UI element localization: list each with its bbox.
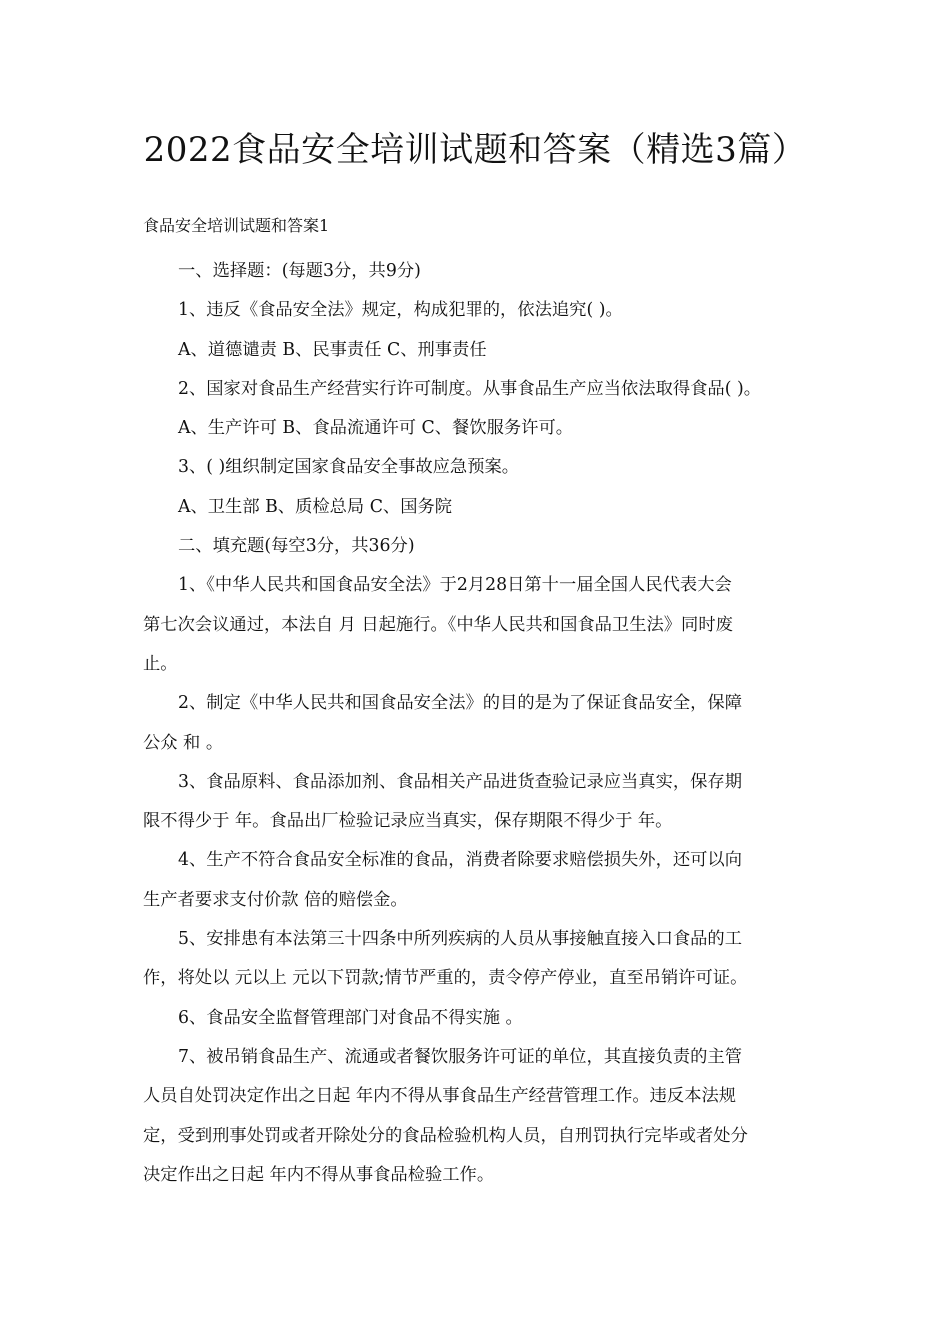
fill-item-7-line: 定，受到刑事处罚或者开除处分的食品检验机构人员，自刑罚执行完毕或者处分 <box>143 1125 748 1146</box>
fill-item-4 <box>143 841 811 880</box>
fill-item-3 <box>143 763 811 802</box>
fill-item-1-line: 止。 <box>143 653 178 674</box>
fill-item-1-line: 第七次会议通过，本法自 月 日起施行。《中华人民共和国食品卫生法》同时废 <box>143 614 733 635</box>
fill-item-6-line: 6、食品安全监督管理部门对食品不得实施 。 <box>178 1007 523 1028</box>
document-body <box>143 252 811 1195</box>
document-subtitle: 食品安全培训试题和答案1 <box>143 216 330 235</box>
fill-item-3-line: 3、食品原料、食品添加剂、食品相关产品进货查验记录应当真实，保存期 <box>178 771 742 792</box>
fill-item-6 <box>143 999 811 1038</box>
question-2: 2、国家对食品生产经营实行许可制度。从事食品生产应当依法取得食品( )。 <box>178 378 761 399</box>
fill-item-7-continuation <box>143 1077 811 1195</box>
fill-item-1-line: 1、《中华人民共和国食品安全法》于2月28日第十一届全国人民代表大会 <box>178 575 732 596</box>
fill-item-5-line: 5、安排患有本法第三十四条中所列疾病的人员从事接触直接入口食品的工 <box>178 929 742 950</box>
fill-item-2-continuation <box>143 724 811 763</box>
question-3-options: A、卫生部 B、质检总局 C、国务院 <box>178 496 453 517</box>
fill-item-3-continuation <box>143 802 811 841</box>
fill-item-2-line: 公众 和 。 <box>143 732 224 753</box>
fill-item-2-line: 2、制定《中华人民共和国食品安全法》的目的是为了保证食品安全，保障 <box>178 693 742 714</box>
fill-item-7-line: 决定作出之日起 年内不得从事食品检验工作。 <box>143 1164 495 1185</box>
fill-item-1-continuation <box>143 606 811 685</box>
fill-item-7-line: 人员自处罚决定作出之日起 年内不得从事食品生产经营管理工作。违反本法规 <box>143 1086 737 1107</box>
question-1-options: A、道德谴责 B、民事责任 C、刑事责任 <box>178 339 487 360</box>
fill-item-1 <box>143 566 811 605</box>
question-3: 3、( )组织制定国家食品安全事故应急预案。 <box>178 457 520 478</box>
fill-item-4-line: 生产者要求支付价款 倍的赔偿金。 <box>143 889 408 910</box>
fill-item-2 <box>143 684 811 723</box>
section-1-heading: 一、选择题：(每题3分，共9分) <box>178 261 421 281</box>
fill-item-7 <box>143 1038 811 1077</box>
question-2-options: A、生产许可 B、食品流通许可 C、餐饮服务许可。 <box>178 418 574 439</box>
fill-item-5 <box>143 920 811 959</box>
fill-item-4-continuation <box>143 881 811 920</box>
section-2-heading: 二、填充题(每空3分，共36分) <box>178 536 415 557</box>
question-1: 1、违反《食品安全法》规定，构成犯罪的，依法追究( )。 <box>178 300 623 321</box>
fill-item-4-line: 4、生产不符合食品安全标准的食品，消费者除要求赔偿损失外，还可以向 <box>178 850 742 871</box>
fill-item-5-line: 作，将处以 元以上 元以下罚款;情节严重的，责令停产停业，直至吊销许可证。 <box>143 968 748 989</box>
fill-item-3-line: 限不得少于 年。食品出厂检验记录应当真实，保存期限不得少于 年。 <box>143 811 673 832</box>
document-title: 2022食品安全培训试题和答案（精选3篇） <box>143 130 807 170</box>
fill-item-7-line: 7、被吊销食品生产、流通或者餐饮服务许可证的单位，其直接负责的主管 <box>178 1046 742 1067</box>
fill-item-5-continuation <box>143 959 811 998</box>
